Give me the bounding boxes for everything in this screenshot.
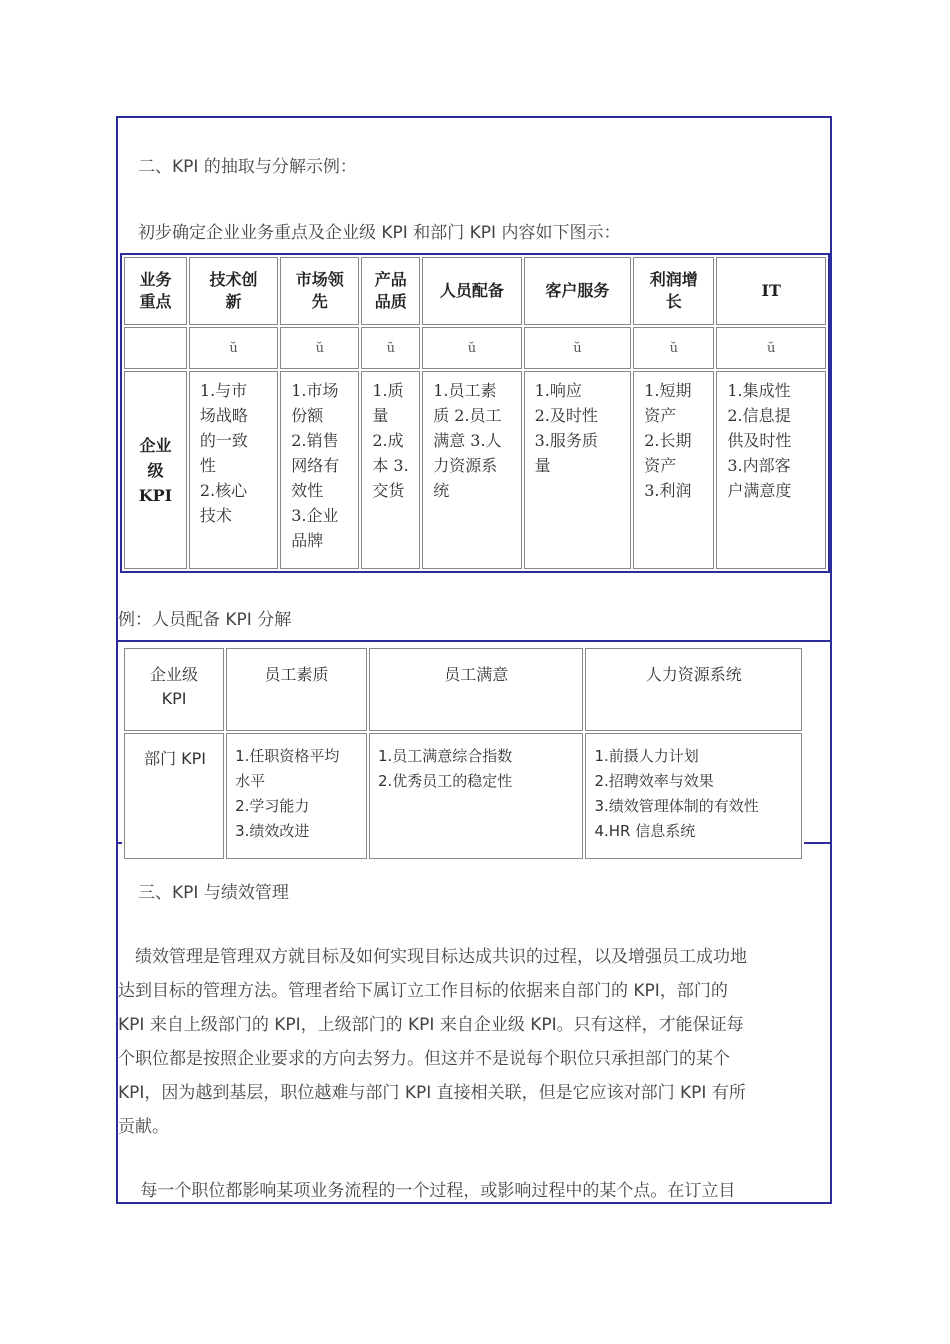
kpi-cell: 1.集成性 2.信息提 供及时性 3.内部客 户满意度 — [716, 371, 826, 569]
kpi-cell: 1.与市 场战略 的一致 性 2.核心 技术 — [189, 371, 278, 569]
dept-kpi-cell: 1.任职资格平均 水平 2.学习能力 3.绩效改进 — [226, 733, 367, 859]
paragraph-line: 贡献。 — [118, 1117, 169, 1137]
arrow-down-icon: ŭ — [716, 327, 826, 369]
paragraph-line: 达到目标的管理方法。管理者给下属订立工作目标的依据来自部门的 KPI，部门的 — [118, 981, 728, 1001]
header-enterprise-kpi: 企业级 KPI — [124, 648, 224, 731]
header-hr-system: 人力资源系统 — [585, 648, 802, 731]
paragraph-2: 每一个职位都影响某项业务流程的一个过程，或影响过程中的某个点。在订立目 — [118, 1181, 736, 1201]
paragraph-line: 绩效管理是管理双方就目标及如何实现目标达成共识的过程，以及增强员工成功地 — [118, 947, 747, 967]
kpi-cell: 1.质 量 2.成 本 3. 交货 — [361, 371, 420, 569]
paragraph-line: KPI，因为越到基层，职位越难与部门 KPI 直接相关联，但是它应该对部门 KPI 有所 — [118, 1083, 746, 1103]
header-employee-quality: 员工素质 — [226, 648, 367, 731]
arrow-cell-empty — [124, 327, 187, 369]
header-tech-innovation: 技术创 新 — [189, 257, 278, 325]
row-label-dept-kpi: 部门 KPI — [124, 733, 224, 859]
header-market-lead: 市场领 先 — [280, 257, 359, 325]
arrow-down-icon: ŭ — [361, 327, 420, 369]
header-employee-satisfaction: 员工满意 — [369, 648, 583, 731]
arrow-down-icon: ŭ — [280, 327, 359, 369]
enterprise-kpi-table — [122, 255, 828, 571]
kpi-cell: 1.员工素 质 2.员工 满意 3.人 力资源系 统 — [422, 371, 521, 569]
header-business-focus: 业务 重点 — [124, 257, 187, 325]
kpi-cell: 1.市场 份额 2.销售 网络有 效性 3.企业 品牌 — [280, 371, 359, 569]
table1-intro: 初步确定企业业务重点及企业级 KPI 和部门 KPI 内容如下图示： — [138, 223, 621, 243]
dept-kpi-cell: 1.前摄人力计划 2.招聘效率与效果 3.绩效管理体制的有效性 4.HR 信息系统 — [585, 733, 802, 859]
row-label-enterprise-kpi: 企业 级 KPI — [124, 371, 187, 569]
paragraph-line: KPI 来自上级部门的 KPI，上级部门的 KPI 来自企业级 KPI。只有这样，才能保证每 — [118, 1015, 744, 1035]
section2-title: 二、KPI 的抽取与分解示例： — [138, 157, 357, 177]
header-staffing: 人员配备 — [422, 257, 521, 325]
arrow-down-icon: ŭ — [422, 327, 521, 369]
kpi-cell: 1.短期 资产 2.长期 资产 3.利润 — [633, 371, 714, 569]
staffing-kpi-frame — [116, 640, 832, 844]
arrow-down-icon: ŭ — [524, 327, 632, 369]
header-it: IT — [716, 257, 826, 325]
header-customer-service: 客户服务 — [524, 257, 632, 325]
kpi-cell: 1.响应 2.及时性 3.服务质 量 — [524, 371, 632, 569]
paragraph-line: 个职位都是按照企业要求的方向去努力。但这并不是说每个职位只承担部门的某个 — [118, 1049, 730, 1069]
section3-title: 三、KPI 与绩效管理 — [138, 883, 289, 903]
arrow-down-icon: ŭ — [189, 327, 278, 369]
header-profit-growth: 利润增 长 — [633, 257, 714, 325]
arrow-down-icon: ŭ — [633, 327, 714, 369]
dept-kpi-cell: 1.员工满意综合指数 2.优秀员工的稳定性 — [369, 733, 583, 859]
staffing-kpi-table — [122, 646, 804, 861]
example-title: 例：人员配备 KPI 分解 — [118, 610, 292, 630]
header-product-quality: 产品 品质 — [361, 257, 420, 325]
